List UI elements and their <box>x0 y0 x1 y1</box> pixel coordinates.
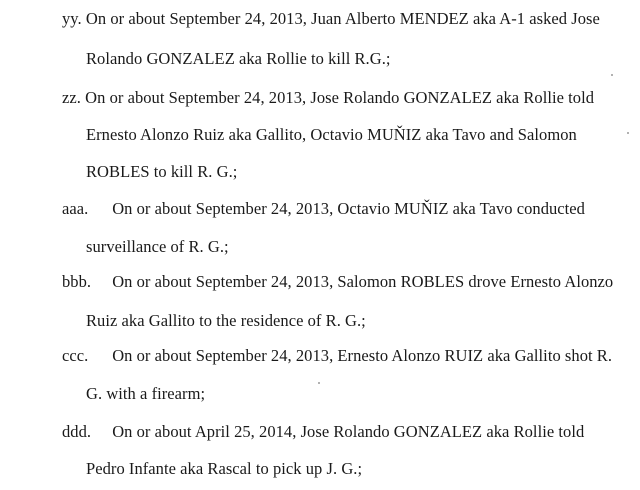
scan-speck <box>318 382 320 384</box>
paragraph-ddd-text-1: On or about April 25, 2014, Jose Rolando GONZALEZ aka Rollie told <box>112 422 585 441</box>
paragraph-yy-line-1 <box>62 9 600 29</box>
paragraph-bbb-marker: bbb. <box>62 272 92 291</box>
paragraph-yy-text-1: On or about September 24, 2013, Juan Alberto MENDEZ aka A-1 asked Jose <box>85 9 600 28</box>
paragraph-aaa-line-2: surveillance of R. G.; <box>86 237 229 256</box>
paragraph-zz-line-3: ROBLES to kill R. G.; <box>86 162 238 181</box>
paragraph-bbb-line-1 <box>62 272 613 292</box>
paragraph-ccc-text-1: On or about September 24, 2013, Ernesto Alonzo RUIZ aka Gallito shot R. <box>112 346 613 365</box>
paragraph-ccc-marker: ccc. <box>62 346 89 365</box>
paragraph-ccc-line-1 <box>62 346 612 366</box>
paragraph-bbb-line-2: Ruiz aka Gallito to the residence of R. G.; <box>86 311 366 330</box>
paragraph-ddd-line-2: Pedro Infante aka Rascal to pick up J. G.; <box>86 459 363 478</box>
paragraph-zz-marker: zz. <box>62 88 81 107</box>
paragraph-yy-marker: yy. <box>62 9 82 28</box>
paragraph-aaa-text-1: On or about September 24, 2013, Octavio MUŇIZ aka Tavo conducted <box>112 199 585 218</box>
paragraph-yy-line-2: Rolando GONZALEZ aka Rollie to kill R.G.; <box>86 49 391 68</box>
scan-speck <box>611 74 613 76</box>
paragraph-aaa-line-1 <box>62 199 585 219</box>
paragraph-zz-text-1: On or about September 24, 2013, Jose Rolando GONZALEZ aka Rollie told <box>85 88 595 107</box>
paragraph-ccc-line-2: G. with a firearm; <box>86 384 206 403</box>
paragraph-zz-line-2: Ernesto Alonzo Ruiz aka Gallito, Octavio MUŇIZ aka Tavo and Salomon <box>86 125 577 144</box>
scan-speck <box>627 132 629 134</box>
paragraph-aaa-marker: aaa. <box>62 199 89 218</box>
paragraph-zz-line-1 <box>62 88 594 108</box>
paragraph-bbb-text-1: On or about September 24, 2013, Salomon ROBLES drove Ernesto Alonzo <box>112 272 614 291</box>
paragraph-ddd-marker: ddd. <box>62 422 92 441</box>
paragraph-ddd-line-1 <box>62 422 584 442</box>
